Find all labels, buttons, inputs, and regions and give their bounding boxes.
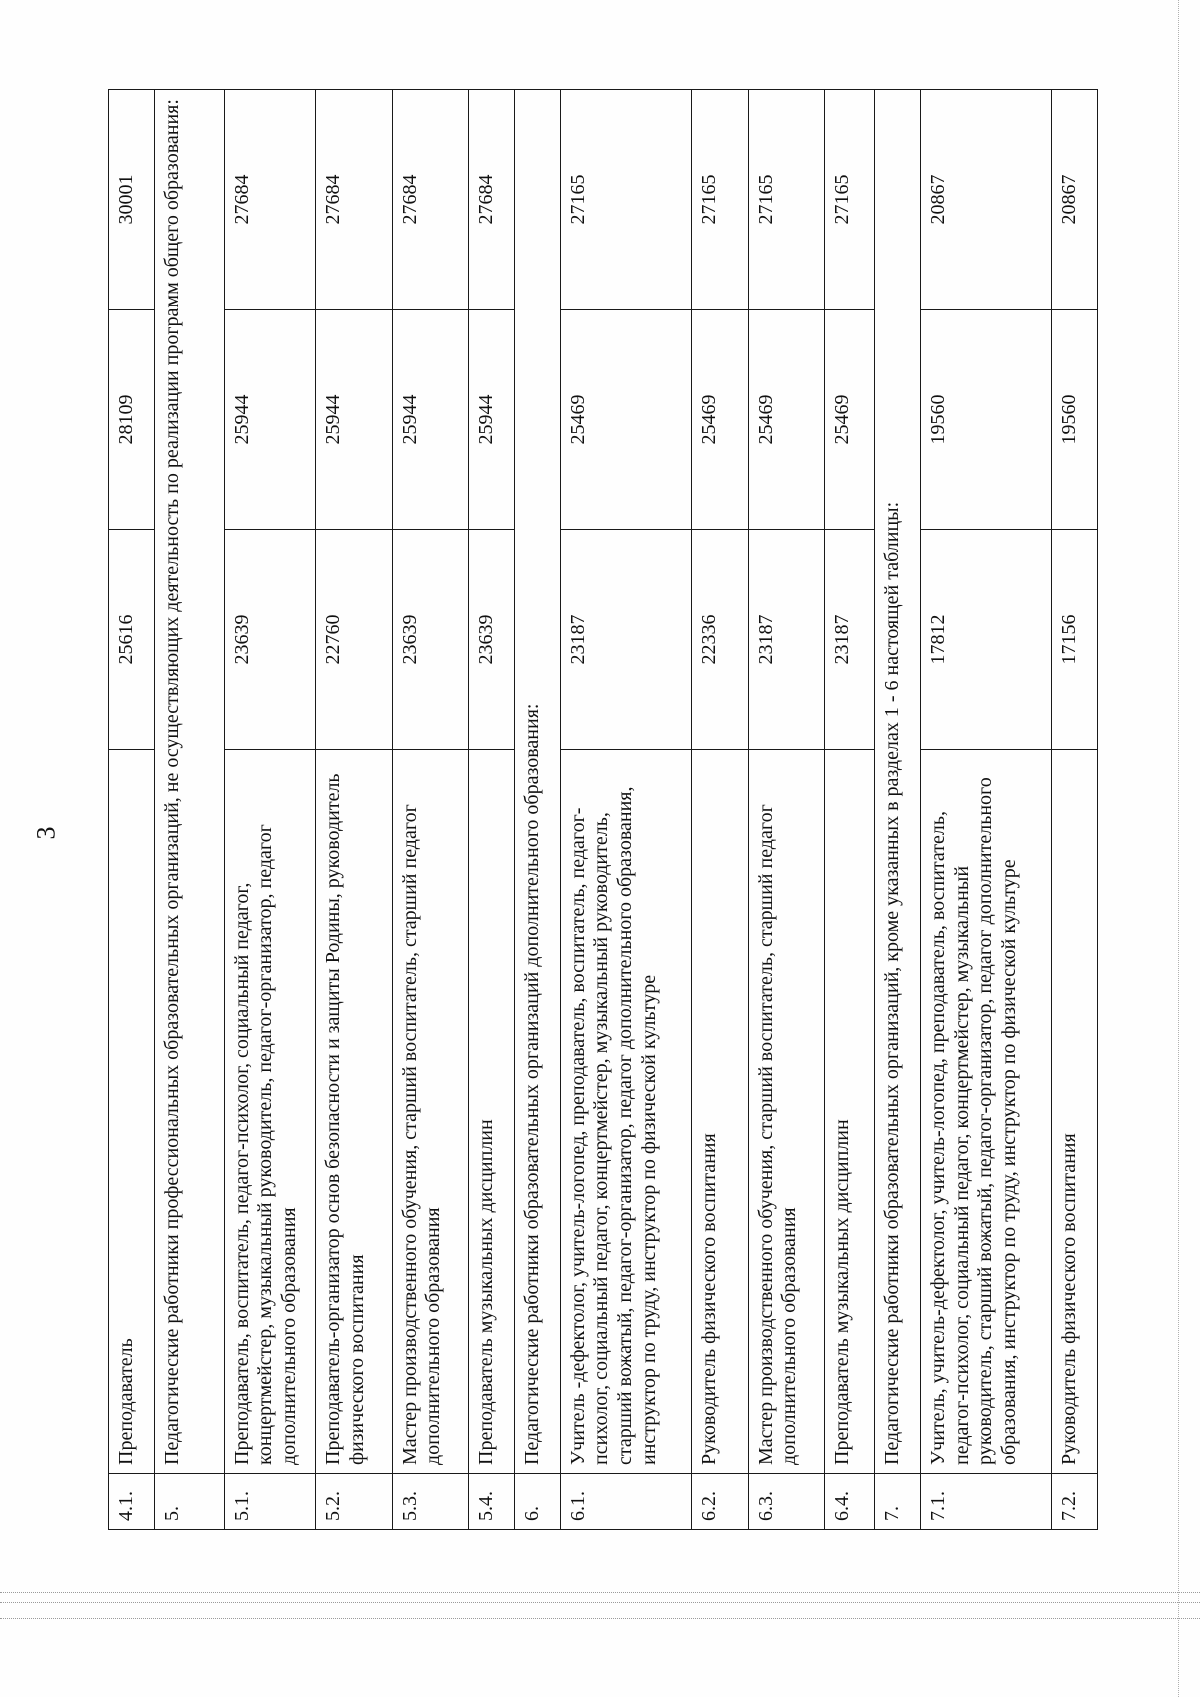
table-row — [691, 90, 748, 1530]
row-number: 6.2. — [691, 1474, 748, 1530]
section-number: 5. — [154, 1474, 224, 1530]
table-row — [109, 90, 155, 1530]
table-row — [316, 90, 392, 1530]
position-title: Преподаватель музыкальных дисциплин — [824, 750, 874, 1474]
salary-value-2: 25944 — [469, 310, 515, 530]
section-row — [875, 90, 921, 1530]
position-title: Преподаватель-организатор основ безопасности и защиты Родины, руководитель физического воспитания — [316, 750, 392, 1474]
salary-value-3: 30001 — [109, 90, 155, 310]
salary-value-1: 23187 — [748, 530, 824, 750]
section-row — [154, 90, 224, 1530]
salary-value-2: 19560 — [920, 310, 1051, 530]
salary-value-2: 25469 — [691, 310, 748, 530]
row-number: 6.1. — [560, 1474, 691, 1530]
table-row — [469, 90, 515, 1530]
row-number: 6.3. — [748, 1474, 824, 1530]
row-number: 5.2. — [316, 1474, 392, 1530]
salary-value-2: 25944 — [224, 310, 315, 530]
table-row — [920, 90, 1051, 1530]
position-title: Учитель -дефектолог, учитель-логопед, преподаватель, воспитатель, педагог-психолог, социальный педагог, концертмейстер, музыкальный руководитель, старший вожатый, педагог-организатор, педагог дополнительного образования, инструктор по труду, инструктор по физической культуре — [560, 750, 691, 1474]
section-title: Педагогические работники образовательных организаций, кроме указанных в разделах 1 - 6 настоящей таблицы: — [875, 90, 921, 1474]
salary-value-1: 17156 — [1052, 530, 1098, 750]
position-title: Преподаватель музыкальных дисциплин — [469, 750, 515, 1474]
salary-value-1: 22336 — [691, 530, 748, 750]
section-title: Педагогические работники образовательных организаций дополнительного образования: — [514, 90, 560, 1474]
row-number: 5.4. — [469, 1474, 515, 1530]
position-title: Мастер производственного обучения, старший воспитатель, старший педагог дополнительного образования — [392, 750, 468, 1474]
salary-value-2: 25944 — [316, 310, 392, 530]
position-title: Учитель, учитель-дефектолог, учитель-логопед, преподаватель, воспитатель, педагог-психолог, социальный педагог, концертмейстер, музыкальный руководитель, старший вожатый, педагог-организатор, педагог дополнительного образования, инструктор по труду, инструктор по физической культуре — [920, 750, 1051, 1474]
salary-table-rotated — [108, 90, 1098, 1530]
position-title: Руководитель физического воспитания — [1052, 750, 1098, 1474]
salary-value-2: 25944 — [392, 310, 468, 530]
row-number: 7.2. — [1052, 1474, 1098, 1530]
row-number: 7.1. — [920, 1474, 1051, 1530]
salary-value-3: 27165 — [560, 90, 691, 310]
salary-value-2: 25469 — [824, 310, 874, 530]
scan-artifact-line — [0, 1592, 1200, 1593]
table-row — [560, 90, 691, 1530]
salary-value-2: 25469 — [560, 310, 691, 530]
salary-value-2: 19560 — [1052, 310, 1098, 530]
salary-value-3: 27684 — [469, 90, 515, 310]
salary-value-3: 27165 — [824, 90, 874, 310]
table-row — [392, 90, 468, 1530]
section-title: Педагогические работники профессиональных образовательных организаций, не осуществляющих деятельность по реализации программ общего образования: — [154, 90, 224, 1474]
salary-value-3: 20867 — [1052, 90, 1098, 310]
salary-value-1: 25616 — [109, 530, 155, 750]
salary-value-3: 27684 — [392, 90, 468, 310]
salary-value-1: 17812 — [920, 530, 1051, 750]
salary-value-3: 27165 — [691, 90, 748, 310]
salary-value-1: 23187 — [560, 530, 691, 750]
position-title: Мастер производственного обучения, старший воспитатель, старший педагог дополнительного образования — [748, 750, 824, 1474]
position-title: Преподаватель — [109, 750, 155, 1474]
salary-value-1: 23639 — [469, 530, 515, 750]
section-row — [514, 90, 560, 1530]
row-number: 6.4. — [824, 1474, 874, 1530]
salary-table — [108, 89, 1098, 1530]
salary-value-2: 28109 — [109, 310, 155, 530]
table-row — [748, 90, 824, 1530]
position-title: Преподаватель, воспитатель, педагог-психолог, социальный педагог, концертмейстер, музыкальный руководитель, педагог-организатор, педагог дополнительного образования — [224, 750, 315, 1474]
table-row — [224, 90, 315, 1530]
salary-value-2: 25469 — [748, 310, 824, 530]
salary-value-1: 23187 — [824, 530, 874, 750]
row-number: 5.3. — [392, 1474, 468, 1530]
section-number: 7. — [875, 1474, 921, 1530]
table-row — [1052, 90, 1098, 1530]
section-number: 6. — [514, 1474, 560, 1530]
scan-artifact-line — [0, 1618, 1200, 1619]
salary-value-3: 27684 — [316, 90, 392, 310]
salary-value-1: 23639 — [392, 530, 468, 750]
row-number: 4.1. — [109, 1474, 155, 1530]
scan-artifact-line — [0, 1602, 1200, 1603]
salary-value-1: 22760 — [316, 530, 392, 750]
salary-value-3: 20867 — [920, 90, 1051, 310]
salary-value-3: 27684 — [224, 90, 315, 310]
row-number: 5.1. — [224, 1474, 315, 1530]
scan-artifact-line — [1178, 0, 1179, 1697]
salary-value-3: 27165 — [748, 90, 824, 310]
page-number: 3 — [31, 826, 61, 840]
table-row — [824, 90, 874, 1530]
position-title: Руководитель физического воспитания — [691, 750, 748, 1474]
salary-value-1: 23639 — [224, 530, 315, 750]
